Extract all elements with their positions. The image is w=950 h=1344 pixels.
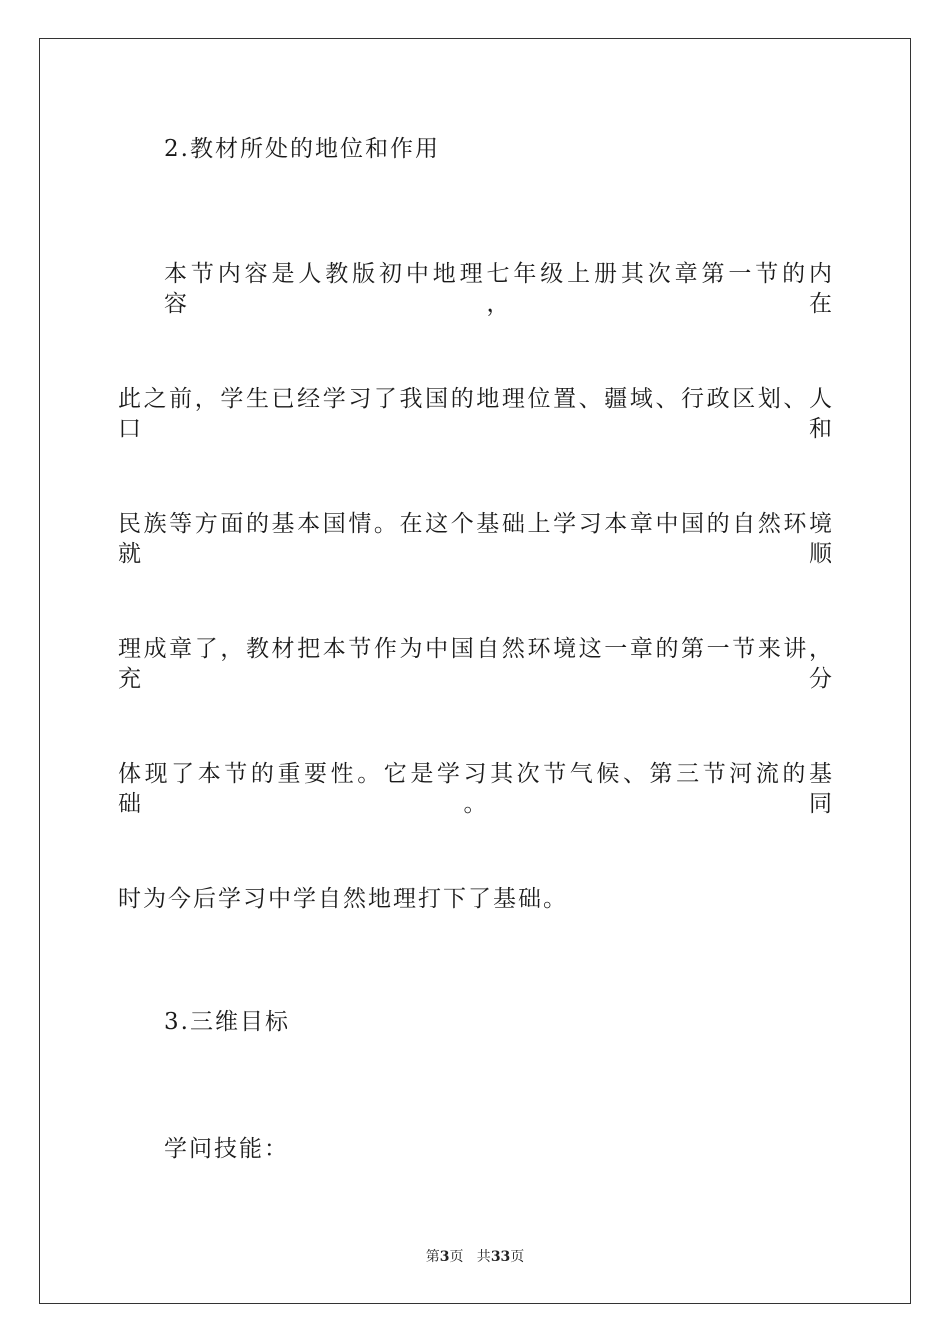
section-heading-3: 3.三维目标 <box>164 1009 290 1035</box>
paragraph-line-2: 此之前，学生已经学习了我国的地理位置、疆域、行政区划、人口和 <box>118 386 834 442</box>
footer-prefix: 第 <box>425 1249 440 1265</box>
page-footer <box>0 1248 950 1266</box>
paragraph-line-6: 时为今后学习中学自然地理打下了基础。 <box>118 886 568 912</box>
section-heading-2: 2.教材所处的地位和作用 <box>164 136 440 162</box>
footer-middle: 页 共 <box>449 1249 491 1265</box>
subheading-knowledge-skills: 学问技能： <box>164 1136 289 1162</box>
footer-suffix: 页 <box>510 1249 525 1265</box>
footer-total-pages: 33 <box>490 1249 511 1265</box>
paragraph-line-3: 民族等方面的基本国情。在这个基础上学习本章中国的自然环境就顺 <box>118 511 834 567</box>
paragraph-line-5: 体现了本节的重要性。它是学习其次节气候、第三节河流的基础。同 <box>118 761 834 817</box>
footer-current-page: 3 <box>439 1249 450 1265</box>
paragraph-line-1: 本节内容是人教版初中地理七年级上册其次章第一节的内容，在 <box>164 261 834 317</box>
paragraph-line-4: 理成章了，教材把本节作为中国自然环境这一章的第一节来讲，充分 <box>118 636 834 692</box>
